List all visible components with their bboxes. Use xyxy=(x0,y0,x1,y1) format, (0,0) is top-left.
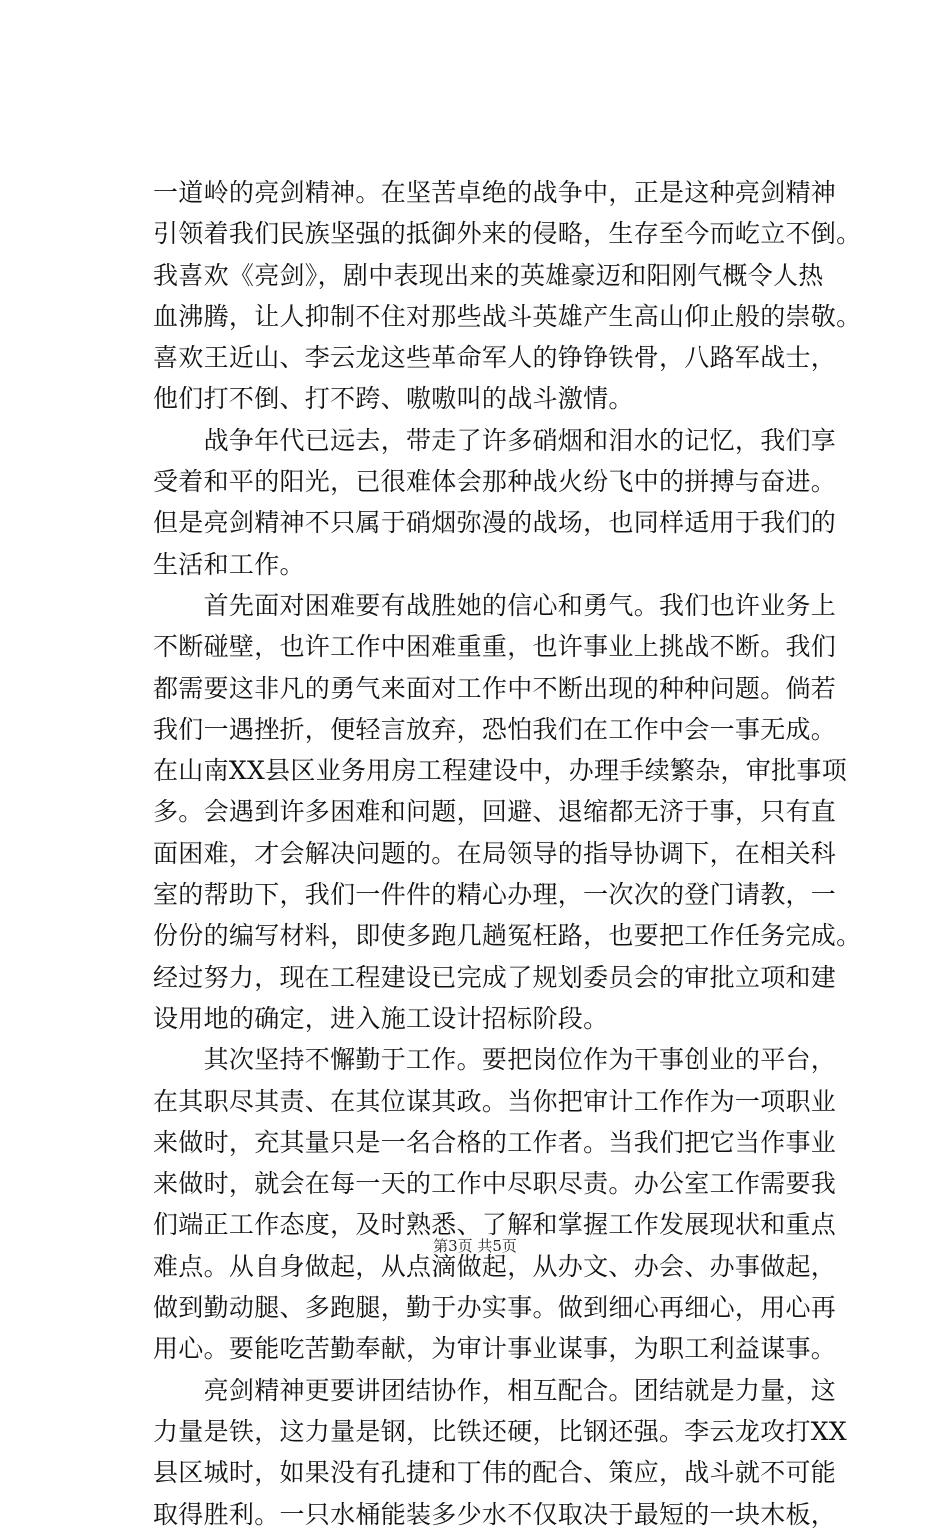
text-line: 引领着我们民族坚强的抵御外来的侵略，生存至今而屹立不倒。 xyxy=(153,219,862,249)
text-line: 我喜欢《亮剑》，剧中表现出来的英雄豪迈和阳刚气概令人热 xyxy=(153,260,824,290)
text-line: 设用地的确定，进入施工设计招标阶段。 xyxy=(153,1003,609,1033)
text-line: 受着和平的阳光，已很难体会那种战火纷飞中的拼搏与奋进。 xyxy=(153,467,837,497)
text-line: 都需要这非凡的勇气来面对工作中不断出现的种种问题。倘若 xyxy=(153,673,837,703)
text-line: 取得胜利。一只水桶能装多少水不仅取决于最短的一块木板， xyxy=(153,1499,837,1529)
text-line: 份份的编写材料，即使多跑几趟冤枉路，也要把工作任务完成。 xyxy=(153,921,862,951)
text-line: 一道岭的亮剑精神。在坚苦卓绝的战争中，正是这种亮剑精神 xyxy=(153,178,837,207)
text-line: 其次坚持不懈勤于工作。要把岗位作为干事创业的平台， xyxy=(153,1045,837,1075)
text-line: 喜欢王近山、李云龙这些革命军人的铮铮铁骨，八路军战士， xyxy=(153,343,837,373)
text-line: 们端正工作态度，及时熟悉、了解和掌握工作发展现状和重点 xyxy=(153,1210,837,1240)
text-line: 但是亮剑精神不只属于硝烟弥漫的战场，也同样适用于我们的 xyxy=(153,508,837,538)
text-line: 室的帮助下，我们一件件的精心办理，一次次的登门请教，一 xyxy=(153,880,837,910)
text-line: 首先面对困难要有战胜她的信心和勇气。我们也许业务上 xyxy=(153,590,837,620)
text-line: 多。会遇到许多困难和问题，回避、退缩都无济于事，只有直 xyxy=(153,797,837,827)
text-line: 亮剑精神更要讲团结协作，相互配合。团结就是力量，这 xyxy=(153,1375,837,1405)
text-line: 不断碰壁，也许工作中困难重重，也许事业上挑战不断。我们 xyxy=(153,632,837,662)
text-line: 用心。要能吃苦勤奉献，为审计事业谋事，为职工利益谋事。 xyxy=(153,1334,837,1364)
text-line: 生活和工作。 xyxy=(153,549,305,579)
text-line: 经过努力，现在工程建设已完成了规划委员会的审批立项和建 xyxy=(153,962,837,992)
text-line: 面困难，才会解决问题的。在局领导的指导协调下，在相关科 xyxy=(153,838,837,868)
page-footer: 第3页 共5页 xyxy=(433,1237,517,1255)
text-line: 来做时，充其量只是一名合格的工作者。当我们把它当作事业 xyxy=(153,1127,837,1157)
text-line: 做到勤动腿、多跑腿，勤于办实事。做到细心再细心，用心再 xyxy=(153,1293,837,1323)
text-line: 力量是铁，这力量是钢，比铁还硬，比钢还强。李云龙攻打XX xyxy=(153,1416,847,1446)
text-line: 在其职尽其责、在其位谋其政。当你把审计工作作为一项职业 xyxy=(153,1086,837,1116)
text-line: 在山南XX县区业务用房工程建设中，办理手续繁杂，审批事项 xyxy=(153,756,847,786)
text-line: 难点。从自身做起，从点滴做起，从办文、办会、办事做起， xyxy=(153,1251,837,1281)
text-line: 他们打不倒、打不跨、嗷嗷叫的战斗激情。 xyxy=(153,384,634,414)
text-line: 战争年代已远去，带走了许多硝烟和泪水的记忆，我们享 xyxy=(153,425,837,455)
text-line: 我们一遇挫折，便轻言放弃，恐怕我们在工作中会一事无成。 xyxy=(153,714,837,744)
text-line: 来做时，就会在每一天的工作中尽职尽责。办公室工作需要我 xyxy=(153,1169,837,1199)
text-line: 县区城时，如果没有孔捷和丁伟的配合、策应，战斗就不可能 xyxy=(153,1458,837,1488)
document-body xyxy=(153,172,862,1535)
text-line: 血沸腾，让人抑制不住对那些战斗英雄产生高山仰止般的崇敬。 xyxy=(153,301,862,331)
